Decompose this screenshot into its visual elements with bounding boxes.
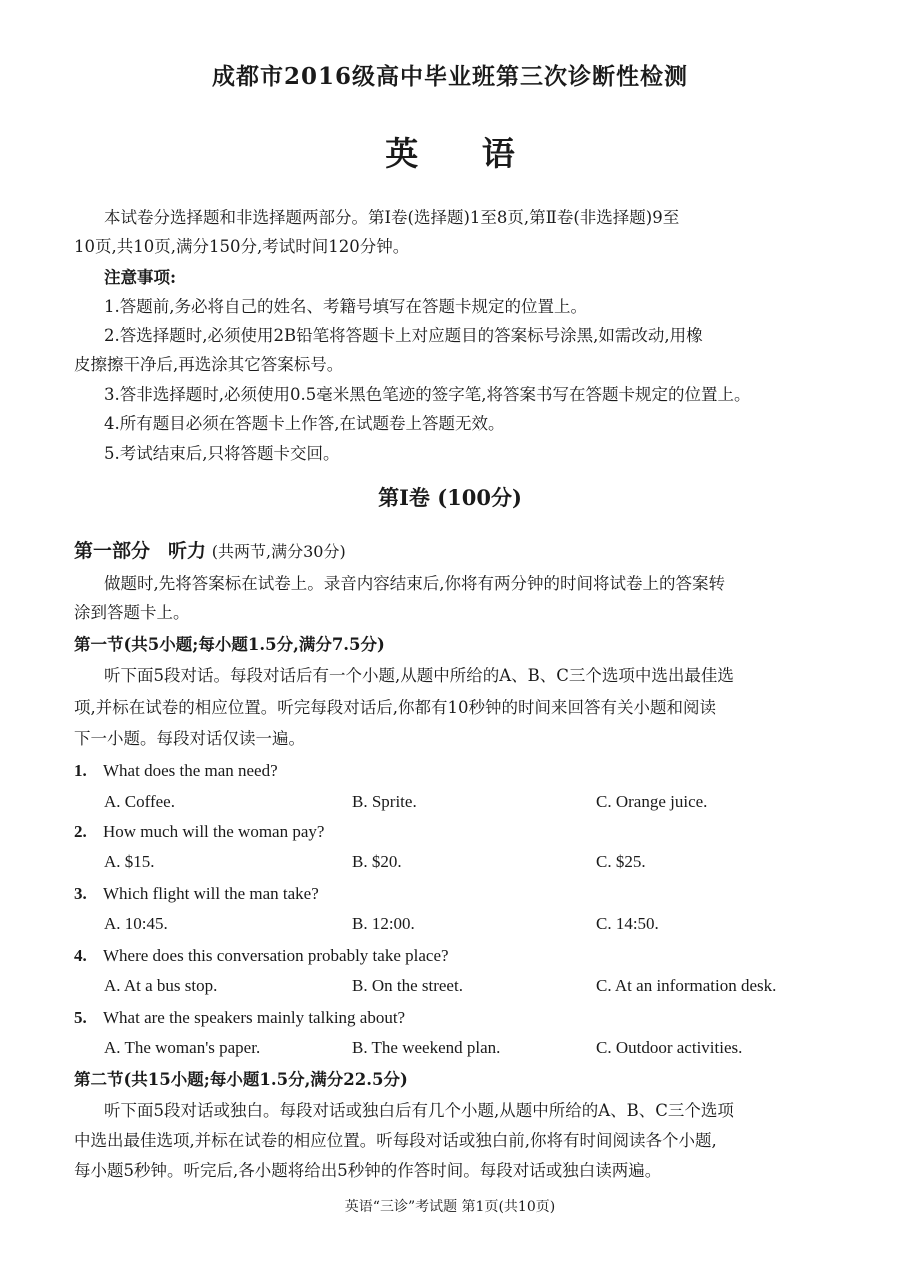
section-2-heading: 第二节(共15小题;每小题1.5分,满分22.5分) — [74, 1070, 408, 1089]
option-a: A. Coffee. — [104, 792, 175, 811]
question-text: What are the speakers mainly talking about? — [103, 1008, 406, 1027]
part-1-desc: (共两节,满分30分) — [211, 542, 346, 561]
question-number: 2. — [74, 822, 87, 841]
note-item: 皮擦擦干净后,再选涂其它答案标号。 — [74, 355, 344, 374]
volume-title: 第Ⅰ卷 (100分) — [378, 485, 522, 510]
section-2-instruction: 听下面5段对话或独白。每段对话或独白后有几个小题,从题中所给的A、B、C三个选项 — [104, 1101, 734, 1120]
intro-line-2: 10页,共10页,满分150分,考试时间120分钟。 — [74, 237, 410, 256]
question-number: 5. — [74, 1008, 87, 1027]
part-1-name: 听力 — [168, 540, 207, 562]
section-1-instruction: 项,并标在试卷的相应位置。听完每段对话后,你都有10秒钟的时间来回答有关小题和阅读 — [74, 698, 716, 717]
question-text: How much will the woman pay? — [103, 822, 325, 841]
part-1-instruction: 涂到答题卡上。 — [74, 603, 190, 622]
exam-title: 成都市2016级高中毕业班第三次诊断性检测 — [211, 63, 688, 90]
option-b: B. The weekend plan. — [352, 1038, 501, 1057]
note-item: 1.答题前,务必将自己的姓名、考籍号填写在答题卡规定的位置上。 — [104, 297, 587, 316]
section-1-instruction: 下一小题。每段对话仅读一遍。 — [74, 729, 305, 748]
option-b: B. 12:00. — [352, 914, 415, 933]
subject-title: 英 语 — [385, 134, 541, 173]
question-text: Which flight will the man take? — [103, 884, 319, 903]
note-item: 4.所有题目必须在答题卡上作答,在试题卷上答题无效。 — [104, 414, 505, 433]
section-1-instruction: 听下面5段对话。每段对话后有一个小题,从题中所给的A、B、C三个选项中选出最佳选 — [104, 666, 734, 685]
option-c: C. Orange juice. — [596, 792, 708, 811]
section-1-heading: 第一节(共5小题;每小题1.5分,满分7.5分) — [74, 635, 385, 654]
section-2-instruction: 每小题5秒钟。听完后,各小题将给出5秒钟的作答时间。每段对话或独白读两遍。 — [74, 1161, 662, 1180]
option-b: B. Sprite. — [352, 792, 417, 811]
question-number: 3. — [74, 884, 87, 903]
question-number: 1. — [74, 761, 87, 780]
option-b: B. $20. — [352, 852, 402, 871]
note-item: 3.答非选择题时,必须使用0.5毫米黑色笔迹的签字笔,将答案书写在答题卡规定的位置上。 — [104, 385, 751, 404]
option-a: A. 10:45. — [104, 914, 168, 933]
option-c: C. Outdoor activities. — [596, 1038, 743, 1057]
part-1-label: 第一部分 — [74, 540, 151, 562]
option-b: B. On the street. — [352, 976, 463, 995]
option-a: A. $15. — [104, 852, 155, 871]
notes-heading: 注意事项: — [104, 268, 177, 287]
question-number: 4. — [74, 946, 87, 965]
part-1-heading — [74, 536, 346, 563]
option-a: A. The woman's paper. — [104, 1038, 261, 1057]
note-item: 2.答选择题时,必须使用2B铅笔将答题卡上对应题目的答案标号涂黑,如需改动,用橡 — [104, 326, 703, 345]
section-2-instruction: 中选出最佳选项,并标在试卷的相应位置。听每段对话或独白前,你将有时间阅读各个小题, — [74, 1131, 717, 1150]
question-text: What does the man need? — [103, 761, 278, 780]
note-item: 5.考试结束后,只将答题卡交回。 — [104, 444, 340, 463]
option-c: C. 14:50. — [596, 914, 659, 933]
option-c: C. At an information desk. — [596, 976, 777, 995]
intro-line-1: 本试卷分选择题和非选择题两部分。第Ⅰ卷(选择题)1至8页,第Ⅱ卷(非选择题)9至 — [104, 208, 680, 227]
option-c: C. $25. — [596, 852, 646, 871]
page-footer: 英语“三诊”考试题 第1页(共10页) — [344, 1199, 556, 1215]
question-text: Where does this conversation probably take place? — [103, 946, 449, 965]
option-a: A. At a bus stop. — [104, 976, 218, 995]
part-1-instruction: 做题时,先将答案标在试卷上。录音内容结束后,你将有两分钟的时间将试卷上的答案转 — [104, 574, 725, 593]
